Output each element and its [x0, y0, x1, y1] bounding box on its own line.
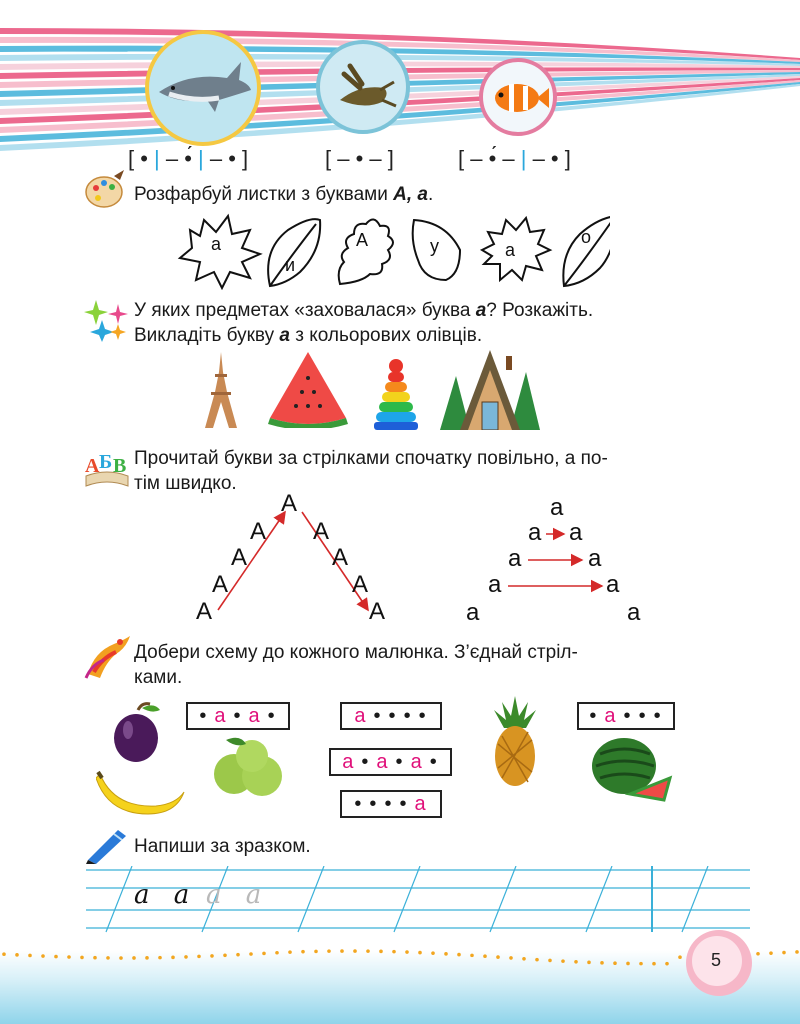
scheme-token: •	[384, 792, 394, 815]
scheme-token: •	[373, 704, 383, 727]
scheme-token: •	[388, 704, 398, 727]
scheme-token: а	[604, 704, 618, 727]
task3-text: Прочитай букви за стрілками спочатку повільно, а по- тім швидко.	[134, 448, 608, 494]
a-frame-house-icon	[440, 346, 540, 430]
pineapple-icon	[492, 696, 538, 788]
svg-text:Б: Б	[99, 451, 113, 473]
upper-a-r4: А	[369, 598, 386, 625]
scheme-token: а	[214, 704, 228, 727]
scheme-token: •	[418, 704, 428, 727]
watermelon-icon	[590, 734, 676, 804]
upper-a-l1: А	[250, 518, 267, 545]
gooseberry-icon	[210, 736, 296, 800]
page-number: 5	[711, 950, 722, 970]
scheme-token: •	[623, 704, 633, 727]
lower-a-r3: а	[606, 571, 620, 598]
footer-dots	[0, 948, 800, 978]
abv-book-icon	[84, 446, 130, 488]
scheme-box-1	[186, 702, 290, 730]
scheme-token: •	[638, 704, 648, 727]
lower-a-r4: а	[627, 599, 641, 626]
scheme-shark: [ • | – •́ | – • ]	[128, 146, 249, 171]
scheme-token: а	[410, 750, 424, 773]
scheme-token: •	[354, 792, 364, 815]
scheme-token: •	[395, 750, 405, 773]
leaf-letter-1: а	[211, 234, 222, 254]
eiffel-tower-icon	[203, 352, 239, 430]
arrows-layer	[190, 490, 650, 630]
plum-icon	[108, 700, 166, 764]
crayfish-icon	[320, 44, 406, 130]
scheme-token: •	[199, 704, 209, 727]
pyramid-toy-icon	[368, 352, 424, 432]
scheme-token: •	[361, 750, 371, 773]
palette-icon	[84, 170, 126, 210]
task4-text: Добери схему до кожного малюнка. З’єднай стріл- ками.	[134, 642, 578, 688]
lower-a-r1: а	[569, 519, 583, 546]
leaf-letter-2: и	[285, 255, 296, 275]
scheme-token: •	[369, 792, 379, 815]
leaf-letter-6: о	[581, 227, 592, 247]
svg-text:В: В	[113, 455, 127, 477]
fish-circle	[479, 58, 557, 136]
upper-a-r2: А	[332, 544, 349, 571]
upper-a-r3: А	[352, 571, 369, 598]
task5-text: Напиши за зразком.	[134, 836, 311, 857]
task2-text: У яких предметах «заховалася» буква а? Розкажіть. Викладіть букву а з кольорових олівців.	[134, 300, 594, 346]
svg-text:А: А	[85, 455, 100, 477]
scheme-token: а	[414, 792, 428, 815]
scheme-token: •	[653, 704, 663, 727]
scheme-fish: [ – •́ – | – • ]	[458, 146, 571, 171]
scheme-token: •	[403, 704, 413, 727]
scheme-token: а	[376, 750, 390, 773]
scheme-token: •	[399, 792, 409, 815]
writing-sample-dark: а а	[134, 880, 198, 910]
sparkle-icon	[84, 298, 130, 342]
clownfish-icon	[483, 62, 553, 132]
scheme-box-5	[577, 702, 675, 730]
scheme-crayfish: [ – • – ]	[325, 146, 394, 171]
lower-a-l2: а	[508, 545, 522, 572]
lower-a-top: а	[550, 494, 564, 521]
upper-a-l3: А	[212, 571, 229, 598]
scheme-box-2	[340, 702, 442, 730]
scheme-box-4	[340, 790, 442, 818]
scheme-box-3	[329, 748, 452, 776]
scheme-token: •	[267, 704, 277, 727]
maple-leaf-5	[482, 218, 550, 280]
task1-text: Розфарбуй листки з буквами А, а.	[134, 184, 434, 205]
upper-a-top: А	[281, 490, 298, 517]
scheme-token: а	[354, 704, 368, 727]
writing-sample-light: а а	[206, 880, 270, 910]
banana-icon	[96, 764, 186, 816]
watermelon-slice-icon	[268, 352, 348, 428]
lower-a-r2: а	[588, 545, 602, 572]
upper-a-l4: А	[196, 598, 213, 625]
scheme-token: а	[248, 704, 262, 727]
leaf-letter-3: А	[356, 230, 369, 250]
lower-a-l3: а	[488, 571, 502, 598]
upper-a-r1: А	[313, 518, 330, 545]
upper-a-l2: А	[231, 544, 248, 571]
scheme-token: •	[429, 750, 439, 773]
shark-circle	[145, 30, 261, 146]
leaf-letter-4: у	[430, 236, 439, 256]
lower-a-l4: а	[466, 599, 480, 626]
firebird-icon	[84, 634, 132, 680]
scheme-token: а	[342, 750, 356, 773]
crayfish-circle	[316, 40, 410, 134]
lower-a-l1: а	[528, 519, 542, 546]
scheme-token: •	[233, 704, 243, 727]
pen-icon	[84, 826, 128, 864]
leaves-row	[170, 210, 610, 290]
scheme-token: •	[589, 704, 599, 727]
leaf-letter-5: а	[505, 240, 516, 260]
shark-icon	[149, 34, 257, 142]
